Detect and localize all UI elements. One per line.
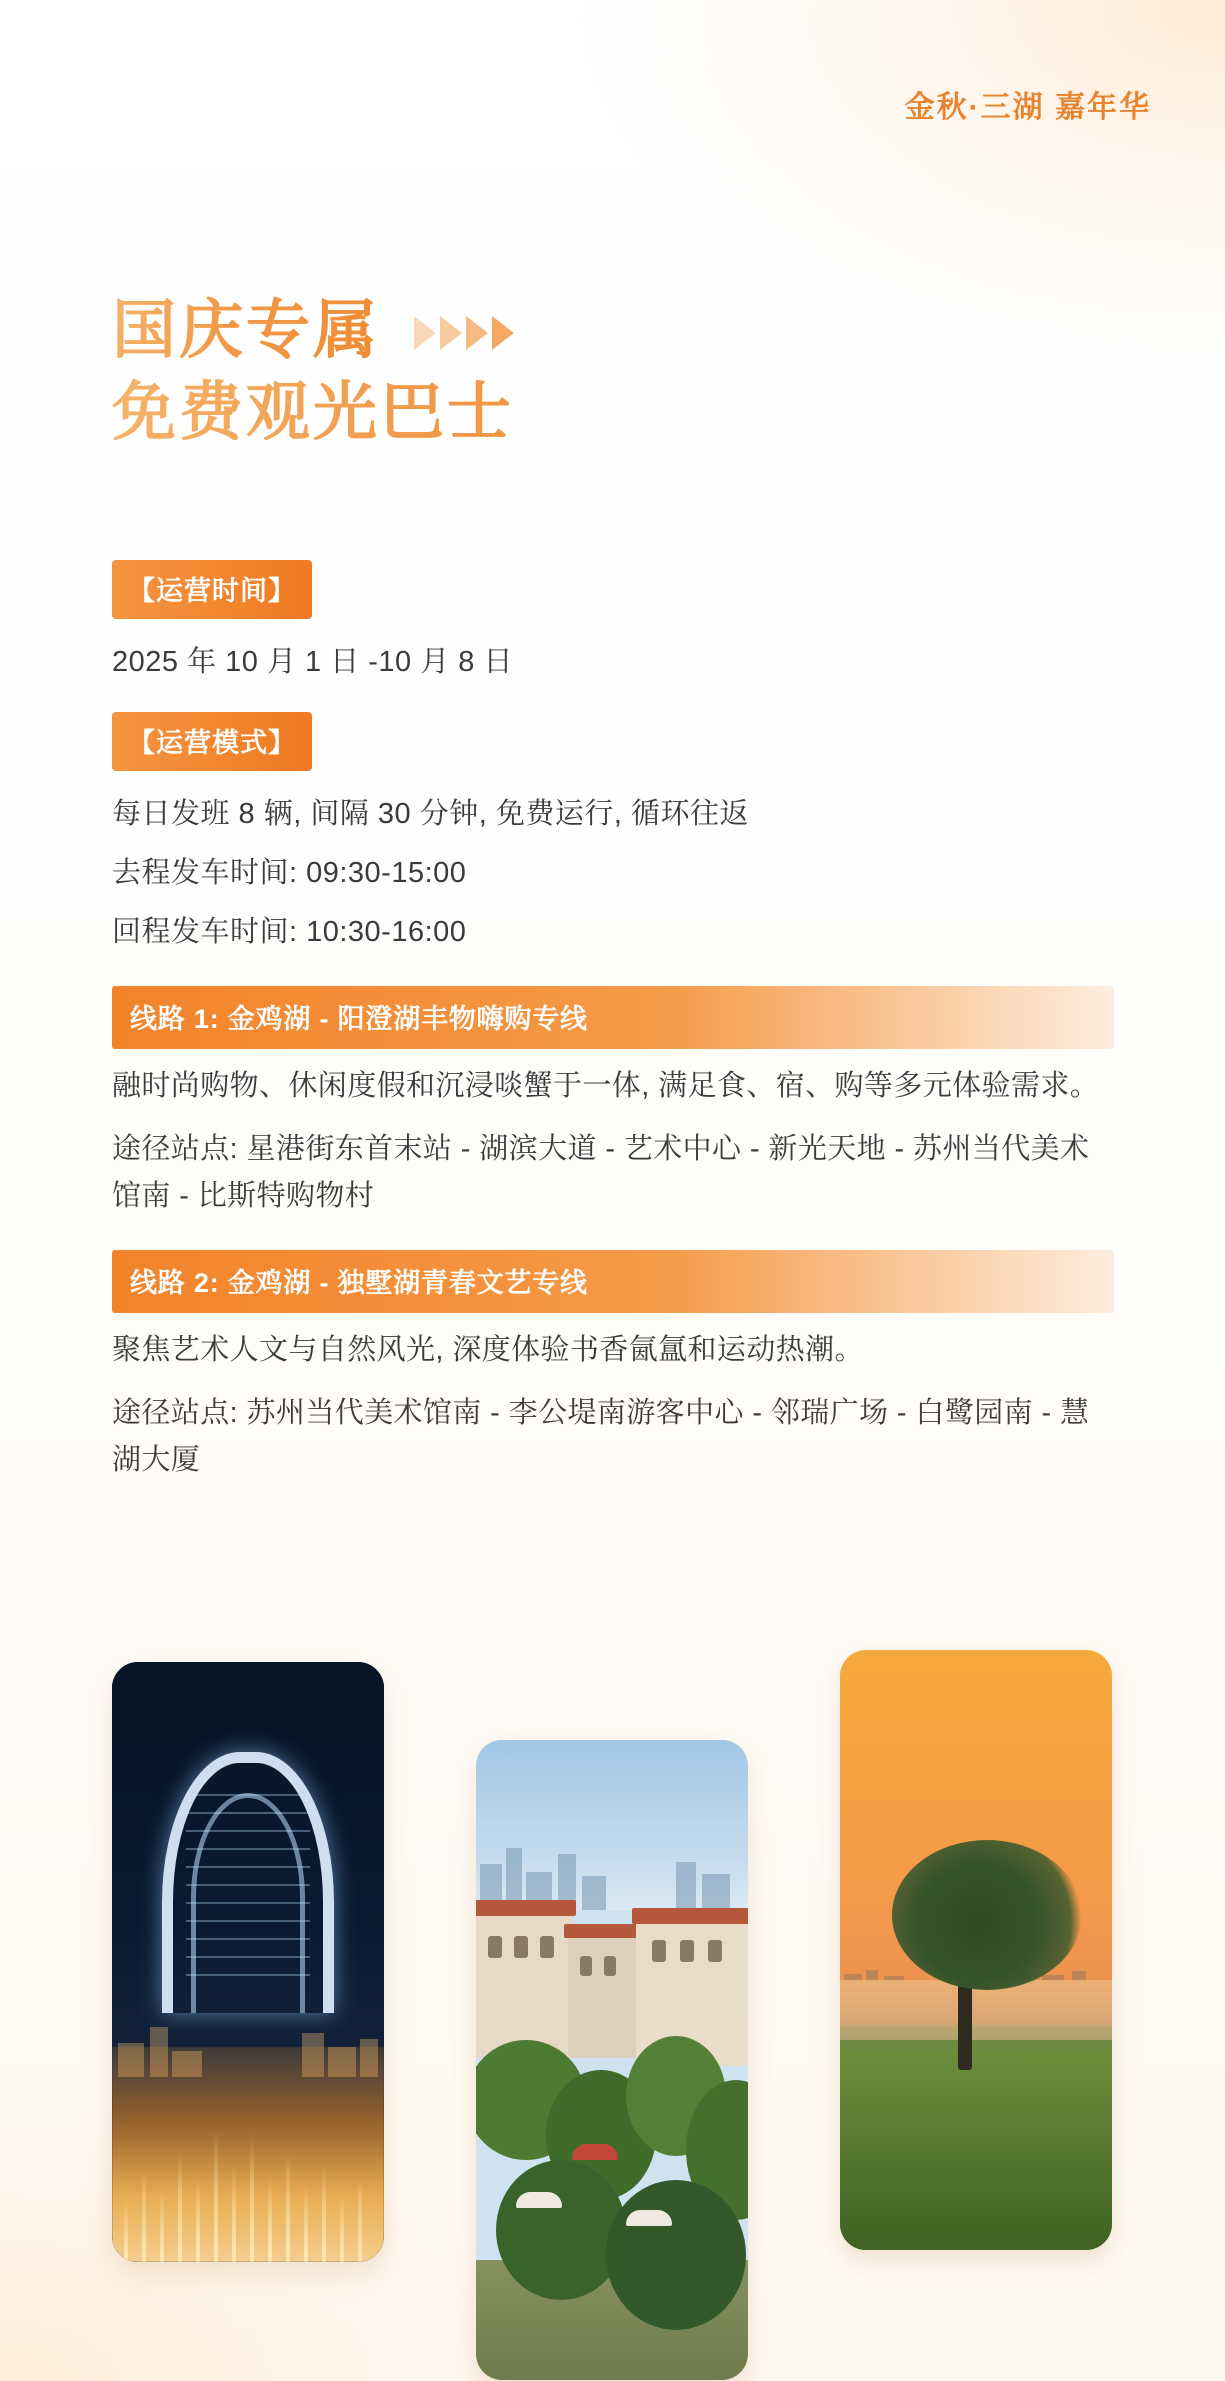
umbrella-icon <box>516 2192 562 2208</box>
photo-street-plaza <box>476 1740 748 2380</box>
headline-block <box>112 290 872 454</box>
operating-time-tag: 【运营时间】 <box>112 560 312 619</box>
operating-mode-tag: 【运营模式】 <box>112 712 312 771</box>
chevron-right-quad-icon <box>414 316 514 350</box>
photo-night-gate <box>112 1662 384 2262</box>
operating-mode-line-1: 每日发班 8 辆, 间隔 30 分钟, 免费运行, 循环往返 <box>112 797 749 830</box>
photo-sunset-tree <box>840 1650 1112 2250</box>
headline-line-2: 免费观光巴士 <box>112 372 872 454</box>
brand-title: 金秋·三湖 嘉年华 <box>904 91 1151 124</box>
umbrella-icon <box>626 2210 672 2226</box>
operating-mode-line-2: 去程发车时间: 09:30-15:00 <box>112 856 467 889</box>
route-1-description: 融时尚购物、休闲度假和沉浸啖蟹于一体, 满足食、宿、购等多元体验需求。 <box>112 1069 1100 1102</box>
content-block <box>112 560 1114 1484</box>
operating-mode-line-3: 回程发车时间: 10:30-16:00 <box>112 915 467 948</box>
route-2-stops: 途径站点: 苏州当代美术馆南 - 李公堤南游客中心 - 邻瑞广场 - 白鹭园南 - 慧湖大厦 <box>112 1396 1090 1476</box>
headline-row-1 <box>112 290 872 372</box>
umbrella-icon <box>572 2144 618 2160</box>
headline-line-1: 国庆专属 <box>112 290 380 372</box>
route-1-title: 线路 1: 金鸡湖 - 阳澄湖丰物嗨购专线 <box>112 986 1114 1049</box>
photo-strip <box>0 1650 1225 2350</box>
fountain-spray <box>112 2092 384 2262</box>
operating-time-value: 2025 年 10 月 1 日 -10 月 8 日 <box>112 646 513 678</box>
route-2-description: 聚焦艺术人文与自然风光, 深度体验书香氤氲和运动热潮。 <box>112 1333 864 1366</box>
tree-icon <box>892 1840 1082 1990</box>
route-1-stops: 途径站点: 星港街东首末站 - 湖滨大道 - 艺术中心 - 新光天地 - 苏州当代美术馆南 - 比斯特购物村 <box>112 1132 1090 1212</box>
route-2-title: 线路 2: 金鸡湖 - 独墅湖青春文艺专线 <box>112 1250 1114 1313</box>
